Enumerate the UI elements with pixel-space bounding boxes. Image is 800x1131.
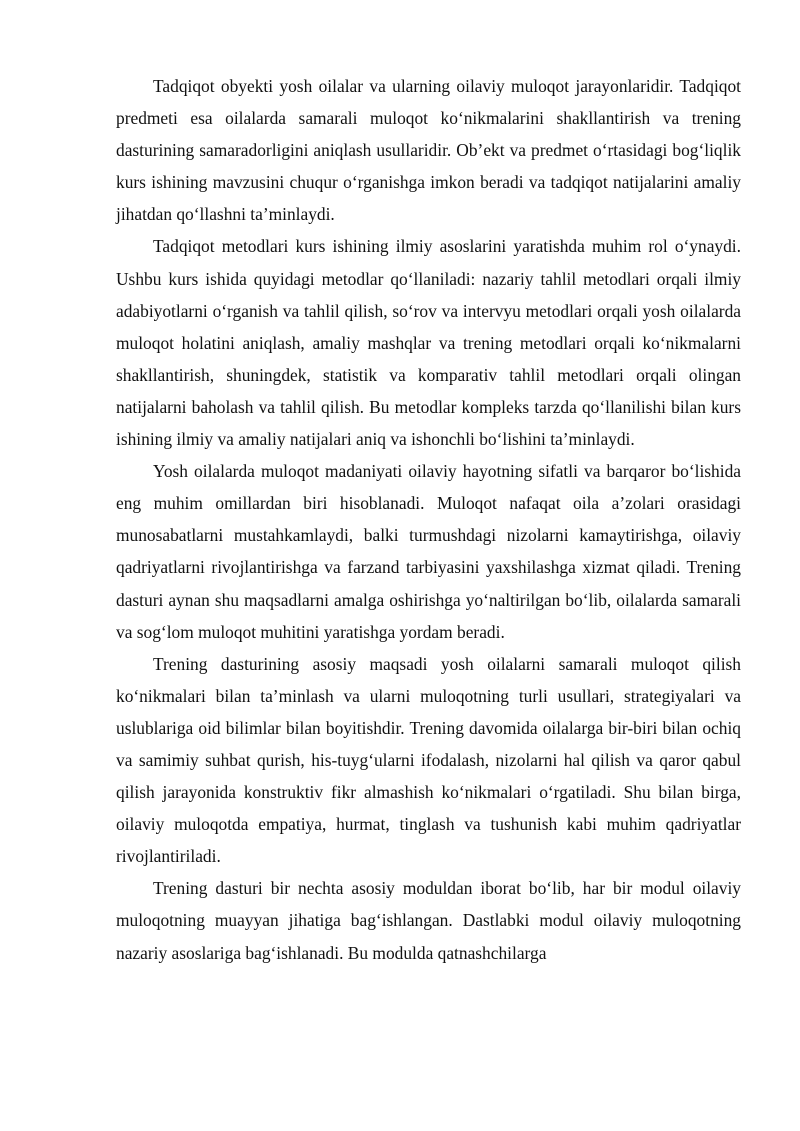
paragraph-communication-culture: Yosh oilalarda muloqot madaniyati oilaviy hayotning sifatli va barqaror bo‘lishida eng muhim omillardan biri hisoblanadi. Muloqot nafaqat oila a’zolari orasidagi munosabatlarni mustahkamlaydi, balki turmushdagi nizolarni kamaytirishga, oilaviy qadriyatlarni rivojlantirishga va farzand tarbiyasini yaxshilashga xizmat qiladi. Trening dasturi aynan shu maqsadlarni amalga oshirishga yo‘naltirilgan bo‘lib, oilalarda samarali va sog‘lom muloqot muhitini yaratishga yordam beradi. bbox=[116, 461, 741, 642]
paragraph-research-object: Tadqiqot obyekti yosh oilalar va ularning oilaviy muloqot jarayonlaridir. Tadqiqot predmeti esa oilalarda samarali muloqot ko‘nikmalarini shakllantirish va trening dasturining samaradorligini aniqlash usullaridir. Ob’ekt va predmet o‘rtasidagi bog‘liqlik kurs ishining mavzusini chuqur o‘rganishga imkon beradi va tadqiqot natijalarini amaliy jihatdan qo‘llashni ta’minlaydi. bbox=[116, 76, 741, 225]
paragraph-training-goal: Trening dasturining asosiy maqsadi yosh oilalarni samarali muloqot qilish ko‘nikmalari bilan ta’minlash va ularni muloqotning turli usullari, strategiyalari va uslublariga oid bilimlar bilan boyitishdir. Trening davomida oilalarga bir-biri bilan ochiq va samimiy suhbat qurish, his-tuyg‘ularni ifodalash, nizolarni hal qilish va qaror qabul qilish jarayonida konstruktiv fikr almashish ko‘nikmalari o‘rgatiladi. Shu bilan birga, oilaviy muloqotda empatiya, hurmat, tinglash va tushunish kabi muhim qadriyatlar rivojlantiriladi. bbox=[116, 653, 741, 867]
document-page bbox=[116, 70, 741, 969]
paragraph-training-modules: Trening dasturi bir nechta asosiy moduldan iborat bo‘lib, har bir modul oilaviy muloqotning muayyan jihatiga bag‘ishlangan. Dastlabki modul oilaviy muloqotning nazariy asoslariga bag‘ishlanadi. Bu modulda qatnashchilarga bbox=[116, 878, 741, 963]
paragraph-research-methods: Tadqiqot metodlari kurs ishining ilmiy asoslarini yaratishda muhim rol o‘ynaydi. Ushbu kurs ishida quyidagi metodlar qo‘llaniladi: nazariy tahlil metodlari orqali ilmiy adabiyotlarni o‘rganish va tahlil qilish, so‘rov va intervyu metodlari orqali yosh oilalarda muloqot holatini aniqlash, amaliy mashqlar va trening metodlari orqali ko‘nikmalarni shakllantirish, shuningdek, statistik va komparativ tahlil metodlari orqali olingan natijalarni baholash va tahlil qilish. Bu metodlar kompleks tarzda qo‘llanilishi bilan kurs ishining ilmiy va amaliy natijalari aniq va ishonchli bo‘lishini ta’minlaydi. bbox=[116, 236, 741, 450]
